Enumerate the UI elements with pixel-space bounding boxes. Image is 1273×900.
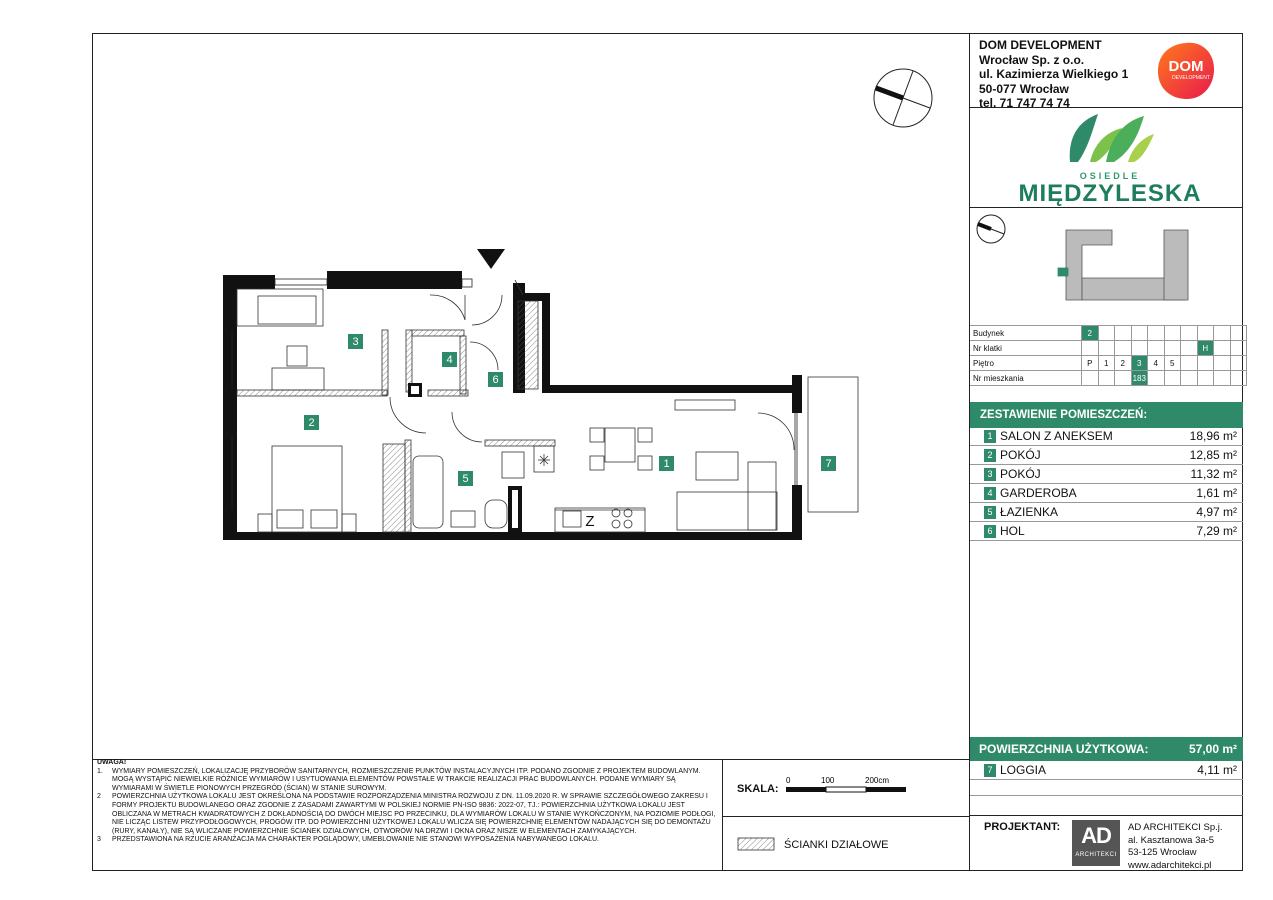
loggia-row [970,761,1243,780]
developer-line: DOM DEVELOPMENT [979,38,1102,52]
room-row [970,465,1243,484]
note-num: 3 [97,836,101,844]
developer-line: Wrocław Sp. z o.o. [979,52,1085,67]
room-area: 4,11 m² [1197,763,1237,777]
developer-line: ul. Kazimierza Wielkiego 1 [979,67,1129,81]
room-num: 2 [984,449,996,462]
scale-tick: 100 [821,776,835,785]
room-row [970,522,1243,541]
info-label: Nr klatki [970,341,1082,356]
developer-line: 50-077 Wrocław [979,81,1069,96]
room-row [970,427,1243,446]
keyplan-compass-icon [977,215,1005,243]
room-row [970,484,1243,503]
floor-cell: 2 [1115,356,1132,371]
room-row [970,446,1243,465]
legend-label: ŚCIANKI DZIAŁOWE [784,839,889,851]
room-num: 4 [984,487,996,500]
room-name: LOGGIA [1000,763,1047,777]
room-name: POKÓJ [1000,467,1041,481]
compass-icon [874,69,932,127]
projektant-label: PROJEKTANT: [984,821,1061,833]
room-name: POKÓJ [1000,448,1041,462]
note-num: 2 [97,793,101,801]
kitchen-mark: Z [585,513,595,530]
floor-cell: 5 [1164,356,1181,371]
room-num: 5 [984,506,996,519]
total-area-bar [970,737,1243,761]
notes [97,759,717,845]
architect-line: al. Kasztanowa 3a-5 [1128,834,1215,846]
total-label: POWIERZCHNIA UŻYTKOWA: [979,742,1149,756]
scale-label: SKALA: [737,783,779,795]
architect-info [1128,822,1223,872]
floor-cell: 1 [1098,356,1115,371]
floor-cell-selected: 3 [1131,356,1148,371]
info-label: Budynek [970,326,1082,341]
scale-tick: 0 [786,776,791,785]
note-item [97,768,717,794]
room-name: GARDEROBA [1000,486,1077,500]
room-name: SALON Z ANEKSEM [1000,429,1113,443]
ad-architekci-logo [1072,820,1120,866]
room-area: 7,29 m² [1196,524,1237,538]
architect-line: 53-125 Wrocław [1128,847,1197,858]
ad-logo-sub: ARCHITEKCI [1075,852,1117,858]
room-area: 1,61 m² [1196,486,1237,500]
note-text: WYMIARY POMIESZCZEŃ, LOKALIZACJĘ PRZYBORÓW SANITARNYCH, ROZMIESZCZENIE PUNKTÓW INSTALACYJNYCH ITP. PODANO ZGODNIE Z PROJEKTEM BUDOWLANYM. MOGĄ WYSTĄPIĆ NIEWIELKIE RÓŻNICE WYMIARÓW I USYTUOWANIA ELEMENTÓW POWSTAŁE W TRAKCIE REALIZACJI PRAC BUDOWLANYCH. PODANE WYMIARY SĄ WYMIARAMI W ŚWIETLE PIONOWYCH PRZEGRÓD (ŚCIAN) W STANIE SUROWYM. [112,767,701,792]
room-num: 1 [984,430,996,443]
brand-big: MIĘDZYLESKA [1018,180,1202,207]
plan-room-2: 2 [308,417,315,429]
room-area: 4,97 m² [1196,505,1237,519]
info-label: Piętro [970,356,1082,371]
developer-line: tel. 71 747 74 74 [979,96,1070,110]
brand-small: OSIEDLE [1079,171,1141,181]
note-text: POWIERZCHNIA UŻYTKOWA LOKALU JEST OKREŚLONA NA PODSTAWIE ROZPORZĄDZENIA MINISTRA ROZWOJU Z DN. 11.09.2020 R. W SPRAWIE SZCZEGÓŁOWEGO ZAKRESU I FORMY PROJEKTU BUDOWLANEGO ORAZ ZGODNIE Z ZASADAMI ZAWARTYMI W POLSKIEJ NORMIE PN-ISO 9836: 2022-07, TJ.: POWIERZCHNIA UŻYTKOWA LOKALU JEST OBLICZANA W METRACH KWADRATOWYCH Z DOKŁADNOŚCIĄ DO DWÓCH MIEJSC PO PRZECINKU, DLA WYMIARÓW LOKALU W STANIE WYKOŃCZONYM, NA POZIOMIE PODŁOGI, NIE LICZĄC LISTEW PRZYPODŁOGOWYCH, PROGÓW ITP. DO POWIERZCHNI UŻYTKOWEJ LOKALU WLICZA SIĘ POWIERZCHNIĘ ELEMENTÓW NADAJĄCYCH SIĘ DO DEMONTAŻU (RURY, KANAŁY), NIE SĄ WLICZANE POWIERZCHNIE ŚCIANEK DZIAŁOWYCH, OTWORÓW NA DRZWI I OKNA ORAZ NISZE W ELEMENTACH ZAMYKAJĄCYCH. [112,793,716,835]
room-area: 18,96 m² [1189,429,1237,443]
room-name: HOL [1000,524,1025,538]
rooms-title: ZESTAWIENIE POMIESZCZEŃ: [970,402,1243,428]
floor-plan [223,249,858,540]
keyplan-building-icon [1058,230,1188,300]
room-area: 12,85 m² [1189,448,1237,462]
plan-room-6: 6 [492,374,499,386]
logo-dom-text: DOM [1168,58,1204,75]
info-label: Nr mieszkania [970,371,1082,386]
room-row [970,503,1243,522]
plan-room-1: 1 [663,458,670,470]
scale-bar [786,776,906,792]
room-num: 7 [984,764,996,777]
logo-dom-sub: DEVELOPMENT [1172,75,1210,81]
architect-line: www.adarchitekci.pl [1128,859,1212,871]
room-area: 11,32 m² [1190,467,1237,481]
note-num: 1. [97,767,103,775]
plan-room-5: 5 [462,473,469,485]
apartment-info-table [970,325,1247,386]
plan-room-3: 3 [352,336,359,348]
plan-room-4: 4 [446,354,453,366]
entrance-arrow-icon [477,249,505,269]
note-item [97,793,717,836]
note-text: PRZEDSTAWIONA NA RZUCIE ARANŻACJA MA CHARAKTER POGLĄDOWY, UMEBLOWANIE NIE STANOWI WYPOSAŻENIA NABYWANEGO LOKALU. [112,836,599,844]
floor-cell: P [1082,356,1099,371]
room-num: 3 [984,468,996,481]
plan-room-7: 7 [825,458,832,470]
room-num: 6 [984,525,996,538]
note-item [97,836,717,845]
divider [970,795,1243,796]
scale-tick: 200cm [865,776,890,785]
notes-title: UWAGA! [97,759,127,766]
room-name: ŁAZIENKA [1000,505,1059,519]
total-value: 57,00 m² [1188,742,1237,756]
ad-logo-main: AD [1081,823,1111,848]
klatka-value: H [1197,341,1214,356]
budynek-value: 2 [1082,326,1099,341]
legend-hatch-icon [738,838,774,850]
mieszkanie-value: 183 [1131,371,1148,386]
architect-line: AD ARCHITEKCI Sp.j. [1128,822,1223,833]
fridge-icon [538,454,550,466]
floor-cell: 4 [1148,356,1165,371]
